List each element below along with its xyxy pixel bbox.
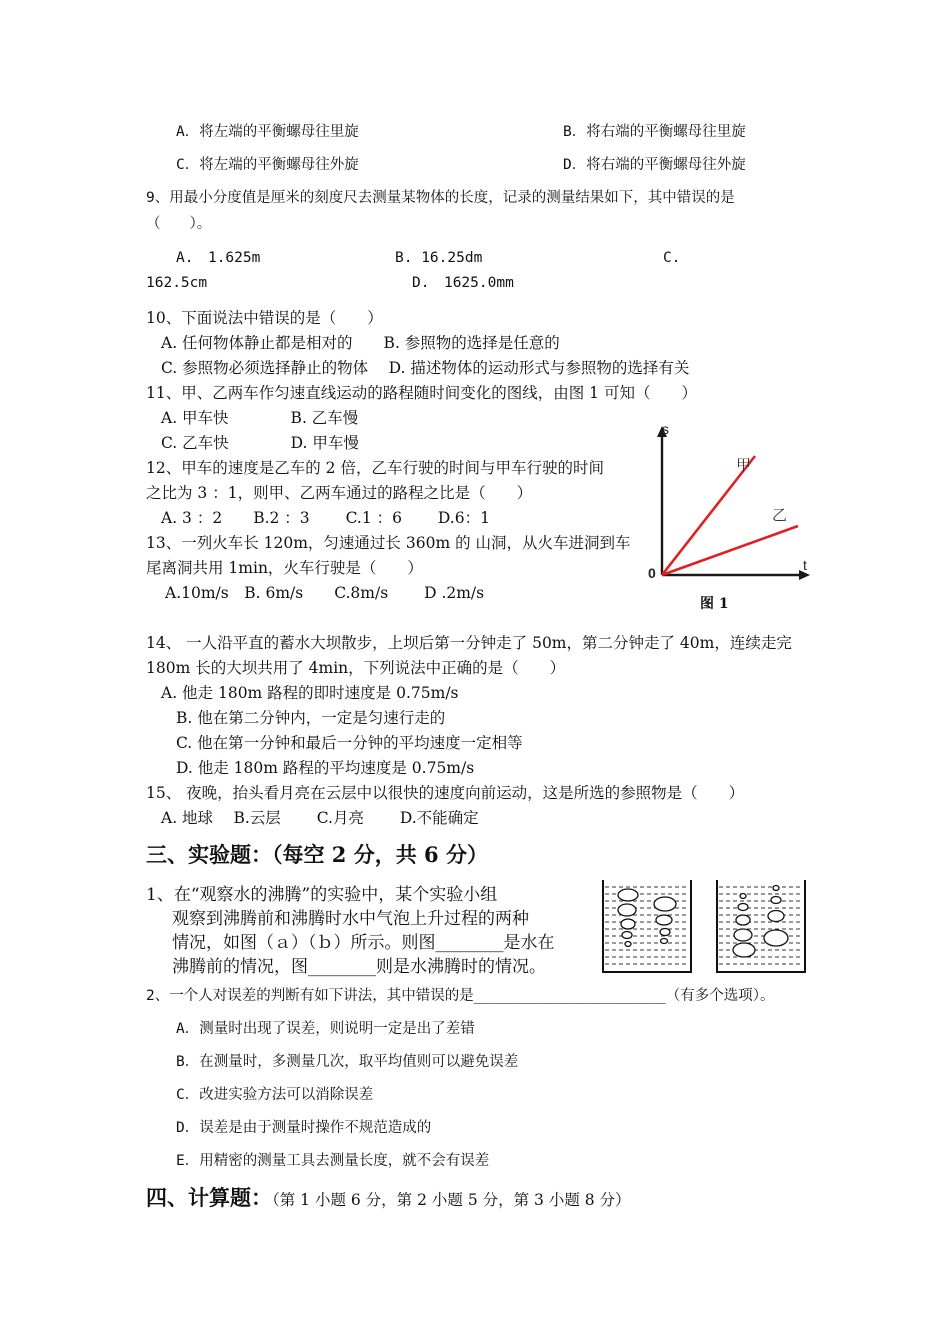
beaker-b-figure [716,878,806,974]
e2-option-e: E．用精密的测量工具去测量长度，就不会有误差 [176,1153,490,1169]
e2-stem: 2、一个人对误差的判断有如下讲法，其中错误的是______________________（有多个选项）。 [146,988,775,1004]
t-axis-label: t [803,557,807,573]
section-4-title: 四、计算题： [146,1185,272,1210]
e1-line1: 1、在“观察水的沸腾”的实验中，某个实验小组 [146,885,498,905]
q11-stem: 11、甲、乙两车作匀速直线运动的路程随时间变化的图线，由图 1 可知（ ） [146,384,697,402]
e2-option-c: C．改进实验方法可以消除误差 [176,1087,374,1103]
q9-stem-line2: （ ）。 [146,216,212,232]
q8-option-d: D．将右端的平衡螺母往外旋 [563,157,746,173]
q14-stem-line2: 180m 长的大坝共用了 4min，下列说法中正确的是（ ） [146,659,566,677]
q15-options: A. 地球 B.云层 C.月亮 D.不能确定 [161,809,479,827]
e2-option-d: D．误差是由于测量时操作不规范造成的 [176,1120,432,1136]
q10-options-ab: A. 任何物体静止都是相对的 B. 参照物的选择是任意的 [161,334,560,352]
q9-option-c-label: C. [663,250,681,266]
q13-stem-line1: 13、一列火车长 120m，匀速通过长 360m 的 山洞，从火车进洞到车 [146,534,631,552]
q9-stem-line1: 9、用最小分度值是厘米的刻度尺去测量某物体的长度，记录的测量结果如下，其中错误的是 [146,190,735,206]
section-3-heading: 三、实验题：（每空 2 分，共 6 分） [146,842,488,867]
figure-caption: 图 1 [700,596,729,612]
q9-option-b: B. 16.25dm [395,250,483,266]
q14-option-c: C. 他在第一分钟和最后一分钟的平均速度一定相等 [176,734,523,752]
q8-option-b: B．将右端的平衡螺母往里旋 [563,124,746,140]
q8-option-c: C．将左端的平衡螺母往外旋 [176,157,359,173]
q13-stem-line2: 尾离洞共用 1min，火车行驶是（ ） [146,559,423,577]
q12-options: A. 3 ：2 B.2 ：3 C.1 ：6 D.6：1 [161,509,490,527]
q14-option-d: D. 他走 180m 路程的平均速度是 0.75m/s [176,759,475,777]
q9-option-c-value: 162.5cm [146,275,208,291]
e1-line4: 沸腾前的情况，图________则是水沸腾时的情况。 [172,957,546,977]
q12-stem-line2: 之比为 3 ：1，则甲、乙两车通过的路程之比是（ ） [146,484,533,502]
section-4-points: （第 1 小题 6 分，第 2 小题 5 分，第 3 小题 8 分） [272,1191,631,1209]
e1-line2: 观察到沸腾前和沸腾时水中气泡上升过程的两种 [172,909,529,929]
beaker-a-figure [602,878,692,974]
q10-options-cd: C. 参照物必须选择静止的物体 D. 描述物体的运动形式与参照物的选择有关 [161,359,690,377]
q12-stem-line1: 12、甲车的速度是乙车的 2 倍，乙车行驶的时间与甲车行驶的时间 [146,459,604,477]
q10-stem: 10、下面说法中错误的是（ ） [146,309,383,327]
line-jia-label: 甲 [736,456,752,474]
q11-options-cd: C. 乙车快 D. 甲车慢 [161,434,359,452]
q14-stem-line1: 14、 一人沿平直的蓄水大坝散步，上坝后第一分钟走了 50m，第二分钟走了 40m，连续走完 [146,634,792,652]
e1-line3: 情况，如图（ａ）（ｂ）所示。则图________是水在 [172,933,555,953]
e2-option-a: A．测量时出现了误差，则说明一定是出了差错 [176,1021,475,1037]
q11-options-ab: A. 甲车快 B. 乙车慢 [161,409,359,427]
q14-option-b: B. 他在第二分钟内，一定是匀速行走的 [176,709,446,727]
q8-option-a: A．将左端的平衡螺母往里旋 [176,124,359,140]
s-axis-label: s [662,421,669,437]
section-4-heading [146,1185,631,1211]
e2-option-b: B．在测量时，多测量几次，取平均值则可以避免误差 [176,1054,519,1070]
q15-stem: 15、 夜晚，抬头看月亮在云层中以很快的速度向前运动，这是所选的参照物是（ ） [146,784,745,802]
line-yi-label: 乙 [772,506,788,524]
q9-option-d: D. 1625.0mm [412,275,514,291]
figure-1-st-graph [640,420,820,620]
origin-label: 0 [648,565,656,581]
q14-option-a: A. 他走 180m 路程的即时速度是 0.75m/s [161,684,459,702]
q13-options: A.10m/s B. 6m/s C.8m/s D .2m/s [165,584,485,602]
q9-option-a: A. 1.625m [176,250,261,266]
